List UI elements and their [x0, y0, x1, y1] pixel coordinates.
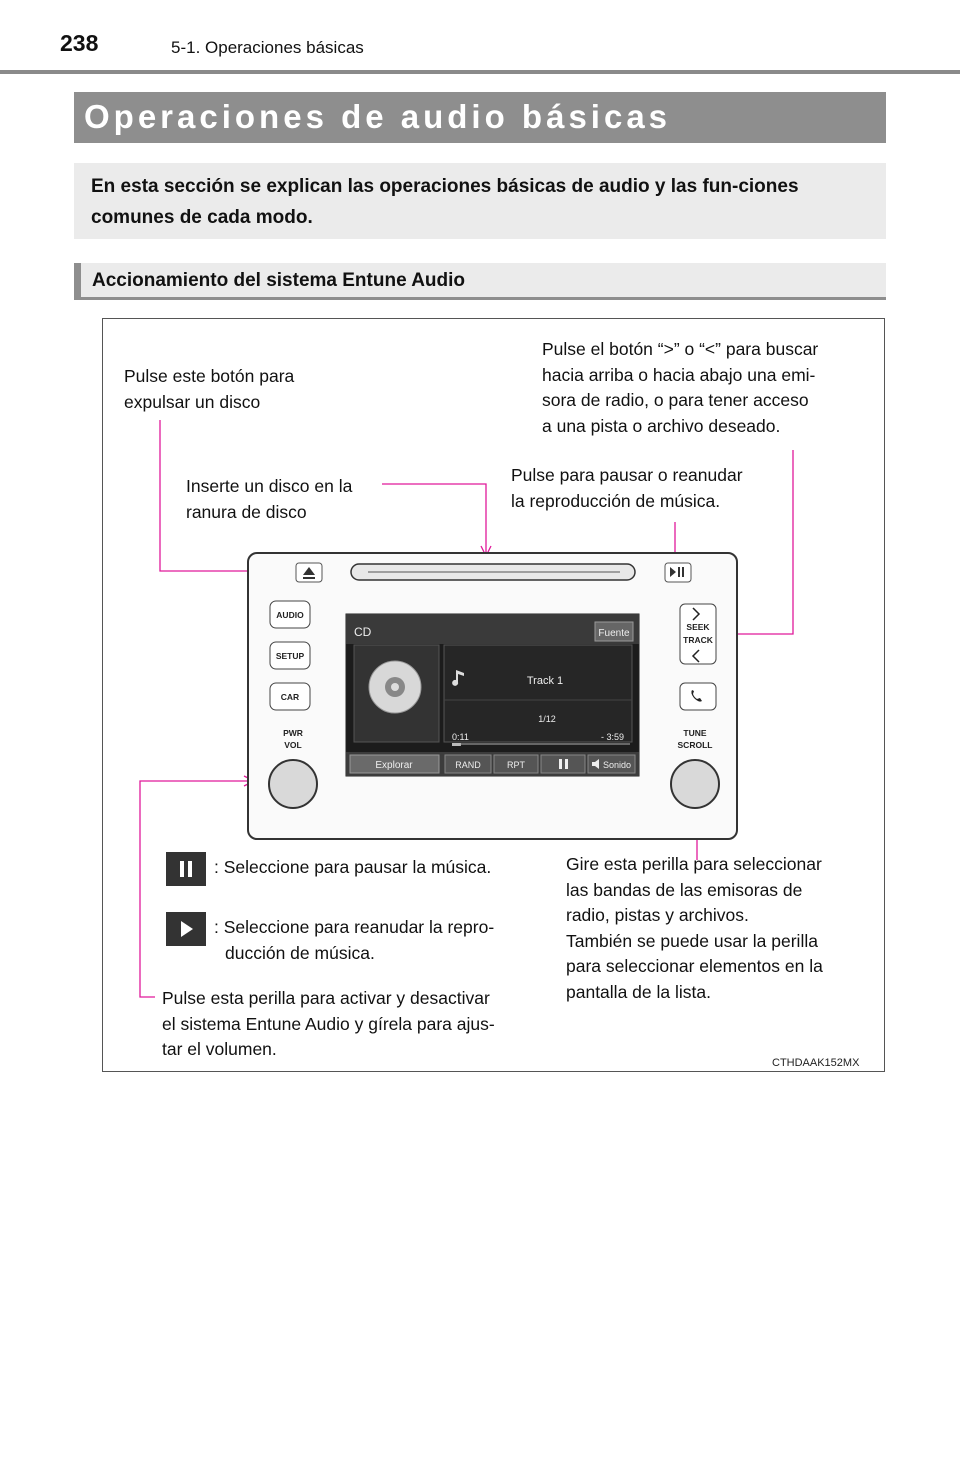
- setup-button-label: SETUP: [275, 651, 305, 661]
- callout-disc-slot: Inserte un disco en la ranura de disco: [186, 476, 353, 522]
- screen-explore-label: Explorar: [375, 760, 413, 771]
- scroll-label: SCROLL: [677, 740, 713, 750]
- page-title: Operaciones de audio básicas: [84, 98, 672, 135]
- subsection-title: Accionamiento del sistema Entune Audio: [92, 270, 466, 291]
- intro-text: En esta sección se explican las operaciones básicas de audio y las fun-ciones comunes de cada modo.: [91, 176, 799, 228]
- pause-legend-text: : Seleccione para pausar la música.: [214, 857, 492, 877]
- phone-button: [680, 683, 716, 710]
- pause-screen-button: [541, 755, 585, 773]
- play-legend-text: : Seleccione para reanudar la repro- ducción de música.: [214, 917, 495, 963]
- vol-label: VOL: [284, 740, 302, 750]
- callout-eject: Pulse este botón para expulsar un disco: [124, 366, 295, 412]
- tune-label: TUNE: [683, 728, 707, 738]
- page-number: 238: [60, 30, 99, 56]
- pwr-vol-knob: [269, 760, 317, 808]
- screen-track-name: Track 1: [526, 675, 564, 687]
- leader-slot: [382, 484, 486, 553]
- car-button-label: CAR: [280, 692, 300, 702]
- seek-label: SEEK: [686, 622, 710, 632]
- callout-tune-knob: Gire esta perilla para seleccionar las bandas de las emisoras de radio, pistas y archivos. También se puede usar la perilla para seleccionar elementos en la pantalla de la lista.: [566, 854, 823, 1002]
- screen-sound-label: Sonido: [602, 760, 632, 770]
- callout-seek: Pulse el botón “>” o “<” para buscar hacia arriba o hacia abajo una emi- sora de radio, o para tener acceso a una pista o archivo deseado.: [542, 339, 819, 436]
- screen-rpt-label: RPT: [507, 760, 525, 770]
- screen-source-button-label: Fuente: [598, 628, 630, 639]
- play-legend-icon: [166, 912, 206, 946]
- callout-play-pause: Pulse para pausar o reanudar la reproducción de música.: [511, 465, 743, 511]
- track-label: TRACK: [683, 635, 713, 645]
- pause-legend-icon: [166, 852, 206, 886]
- screen-track-count: 1/12: [538, 714, 556, 724]
- pwr-label: PWR: [283, 728, 303, 738]
- screen-rand-label: RAND: [455, 760, 481, 770]
- tune-scroll-knob: [671, 760, 719, 808]
- audio-button-label: AUDIO: [276, 610, 304, 620]
- callout-pwr-knob: Pulse esta perilla para activar y desactivar el sistema Entune Audio y gírela para ajus- tar el volumen.: [162, 988, 495, 1059]
- screen-remaining: - 3:59: [600, 732, 624, 742]
- figure-code: CTHDAAK152MX: [772, 1057, 860, 1069]
- section-title: 5-1. Operaciones básicas: [171, 38, 364, 57]
- progress-bar-fill: [452, 743, 461, 746]
- screen-elapsed: 0:11: [452, 732, 469, 742]
- screen-source-label: CD: [354, 625, 372, 639]
